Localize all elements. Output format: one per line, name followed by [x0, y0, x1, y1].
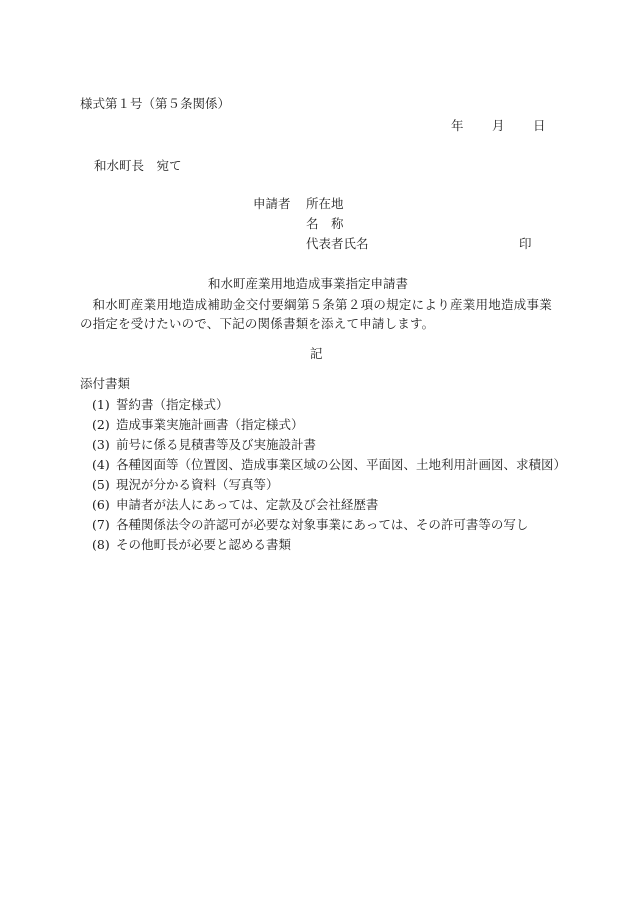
list-item-number: (2)	[92, 417, 110, 432]
list-item-number: (8)	[92, 537, 110, 552]
list-item-text: その他町長が必要と認める書類	[116, 537, 292, 552]
attachments-list	[92, 395, 567, 555]
list-item	[92, 495, 562, 515]
list-item	[92, 515, 562, 535]
list-item-number: (5)	[92, 477, 110, 492]
list-item-number: (1)	[92, 397, 110, 412]
applicant-name-label: 名 称	[306, 216, 344, 231]
date-month-label: 月	[492, 118, 505, 133]
list-item-number: (3)	[92, 437, 110, 452]
list-item-text: 前号に係る見積書等及び実施設計書	[116, 437, 317, 452]
seal-mark: 印	[519, 236, 532, 251]
form-number: 様式第１号（第５条関係）	[80, 96, 231, 111]
addressee: 和水町長 宛て	[94, 158, 182, 173]
list-item-text: 各種図面等（位置図、造成事業区域の公図、平面図、土地利用計画図、求積図）	[116, 457, 567, 472]
ki-heading: 記	[310, 346, 323, 361]
list-item	[92, 435, 562, 455]
document-title: 和水町産業用地造成事業指定申請書	[208, 276, 409, 291]
applicant-representative-label: 代表者氏名	[306, 236, 369, 251]
list-item-number: (4)	[92, 457, 110, 472]
list-item-text: 現況が分かる資料（写真等）	[116, 477, 279, 492]
attachments-heading: 添付書類	[80, 376, 131, 391]
date-line	[451, 118, 546, 134]
list-item-number: (6)	[92, 497, 110, 512]
list-item	[92, 455, 567, 475]
applicant-label: 申請者	[253, 196, 291, 211]
list-item	[92, 415, 562, 435]
list-item-text: 造成事業実施計画書（指定様式）	[116, 417, 304, 432]
list-item	[92, 395, 562, 415]
date-year-label: 年	[451, 118, 464, 133]
body-paragraph: 和水町産業用地造成補助金交付要綱第５条第２項の規定により産業用地造成事業の指定を受けたいので、下記の関係書類を添えて申請します。	[80, 297, 552, 331]
list-item	[92, 475, 562, 495]
applicant-address-label: 所在地	[306, 196, 344, 211]
list-item-text: 申請者が法人にあっては、定款及び会社経歴書	[116, 497, 379, 512]
list-item-text: 誓約書（指定様式）	[116, 397, 229, 412]
list-item-number: (7)	[92, 517, 110, 532]
date-day-label: 日	[533, 118, 546, 133]
list-item-text: 各種関係法令の許認可が必要な対象事業にあっては、その許可書等の写し	[116, 517, 529, 532]
list-item	[92, 535, 562, 555]
